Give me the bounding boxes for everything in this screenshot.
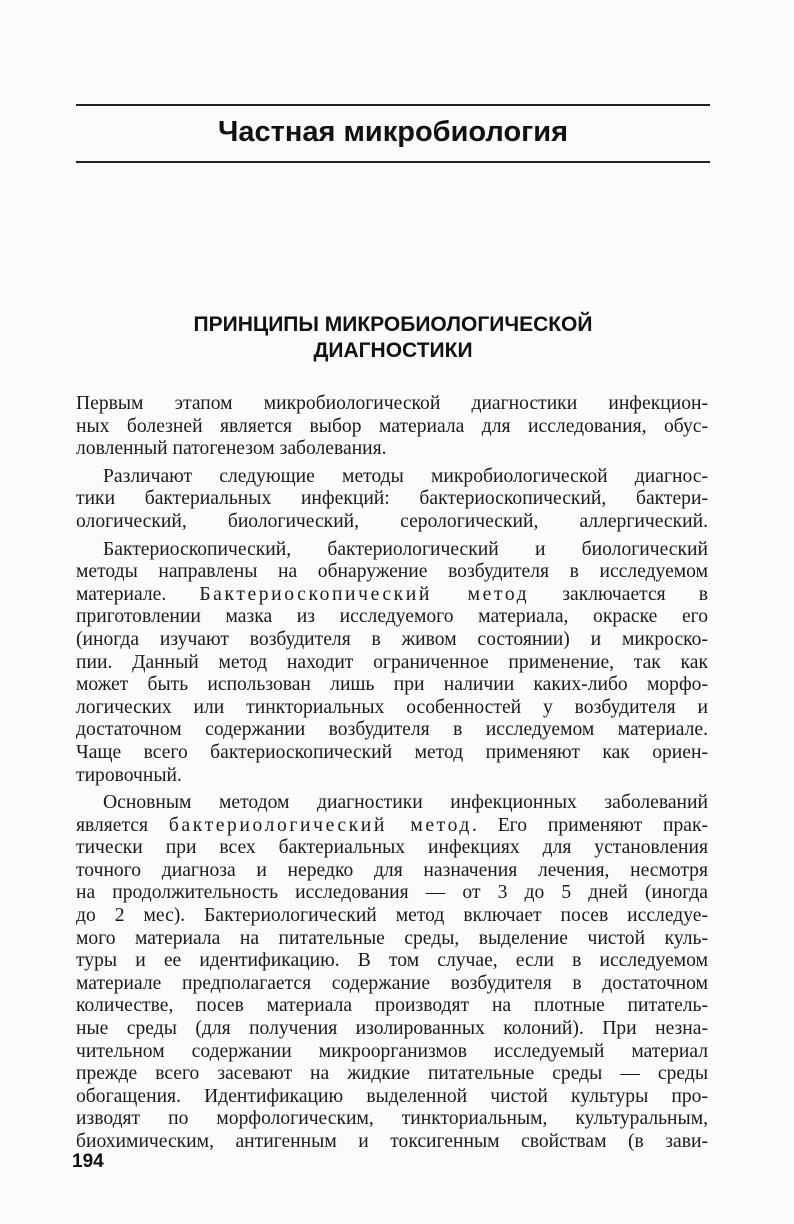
text-line: пии. Данный метод находит ограниченное применение, так как xyxy=(76,651,708,673)
text-line: тики бактериальных инфекций: бактериоскопический, бактери- xyxy=(76,488,708,510)
body-text xyxy=(76,393,708,1159)
text-line: ологический, биологический, серологический, аллергический. xyxy=(76,510,708,532)
text-line: ных болезней является выбор материала для исследования, обус- xyxy=(76,415,708,437)
text-line: достаточном содержании возбудителя в исследуемом материале. xyxy=(76,719,708,741)
emphasized-term: Бактериоскопический метод xyxy=(199,583,530,605)
text-line: Чаще всего бактериоскопический метод применяют как ориен- xyxy=(76,741,708,763)
page-number: 194 xyxy=(72,1151,104,1172)
text-line: обогащения. Идентификацию выделенной чистой культуры про- xyxy=(76,1085,708,1107)
text-line: до 2 мес). Бактериологический метод включает посев исследуе- xyxy=(76,905,708,927)
text-line: чительном содержании микроорганизмов исследуемый материал xyxy=(76,1040,708,1062)
text-line: может быть использован лишь при наличии каких-либо морфо- xyxy=(76,674,708,696)
text-line: точного диагноза и нередко для назначения лечения, несмотря xyxy=(76,859,708,881)
paragraph-2 xyxy=(76,466,708,534)
text-line: на продолжительность исследования — от 3 до 5 дней (иногда xyxy=(76,882,708,904)
text-fragment: материале. xyxy=(76,583,167,605)
emphasized-term: бактериологический метод xyxy=(168,814,472,836)
top-rule xyxy=(76,104,710,106)
text-line: изводят по морфологическим, тинкториальным, культуральным, xyxy=(76,1108,708,1130)
text-line: туры и ее идентификацию. В том случае, если в исследуемом xyxy=(76,950,708,972)
text-line: биохимическим, антигенным и токсигенным свойствам (в зави- xyxy=(76,1131,708,1152)
text-fragment: является xyxy=(76,814,149,836)
text-line: тировочный. xyxy=(76,764,182,786)
paragraph-1 xyxy=(76,393,708,461)
text-line: Основным методом диагностики инфекционных заболеваний xyxy=(103,792,708,814)
text-line: методы направлены на обнаружение возбудителя в исследуемом xyxy=(76,561,708,583)
text-line-with-emphasis xyxy=(76,584,708,607)
text-line: Различают следующие методы микробиологической диагнос- xyxy=(103,465,708,487)
section-title-line-2: ДИАГНОСТИКИ xyxy=(313,339,473,362)
text-line: материале предполагается содержание возбудителя в достаточном xyxy=(76,972,708,994)
text-line: (иногда изучают возбудителя в живом состоянии) и микроско- xyxy=(76,628,708,650)
text-line: прежде всего засевают на жидкие питательные среды — среды xyxy=(76,1063,708,1085)
text-line: мого материала на питательные среды, выделение чистой куль- xyxy=(76,927,708,949)
text-line: логических или тинкториальных особенностей у возбудителя и xyxy=(76,696,708,718)
bottom-rule xyxy=(76,161,710,163)
text-fragment: . Его применяют прак- xyxy=(472,814,708,836)
section-title-line-1: ПРИНЦИПЫ МИКРОБИОЛОГИЧЕСКОЙ xyxy=(193,313,593,336)
chapter-title: Частная микробиология xyxy=(218,116,568,148)
text-fragment: заключается в xyxy=(529,583,708,605)
text-line: Бактериоскопический, бактериологический и биологический xyxy=(103,538,708,560)
text-line: количестве, посев материала производят на плотные питатель- xyxy=(76,995,708,1017)
section-title xyxy=(76,312,710,364)
text-line-with-emphasis xyxy=(76,815,708,838)
text-line: ловленный патогенезом заболевания. xyxy=(76,438,387,460)
text-line: ные среды (для получения изолированных колоний). При незна- xyxy=(76,1018,708,1040)
text-line: тически при всех бактериальных инфекциях для установления xyxy=(76,837,708,859)
text-line: приготовлении мазка из исследуемого материала, окраске его xyxy=(76,606,708,628)
paragraph-4 xyxy=(76,792,708,1154)
text-line: Первым этапом микробиологической диагностики инфекцион- xyxy=(76,393,708,414)
paragraph-3 xyxy=(76,539,708,788)
